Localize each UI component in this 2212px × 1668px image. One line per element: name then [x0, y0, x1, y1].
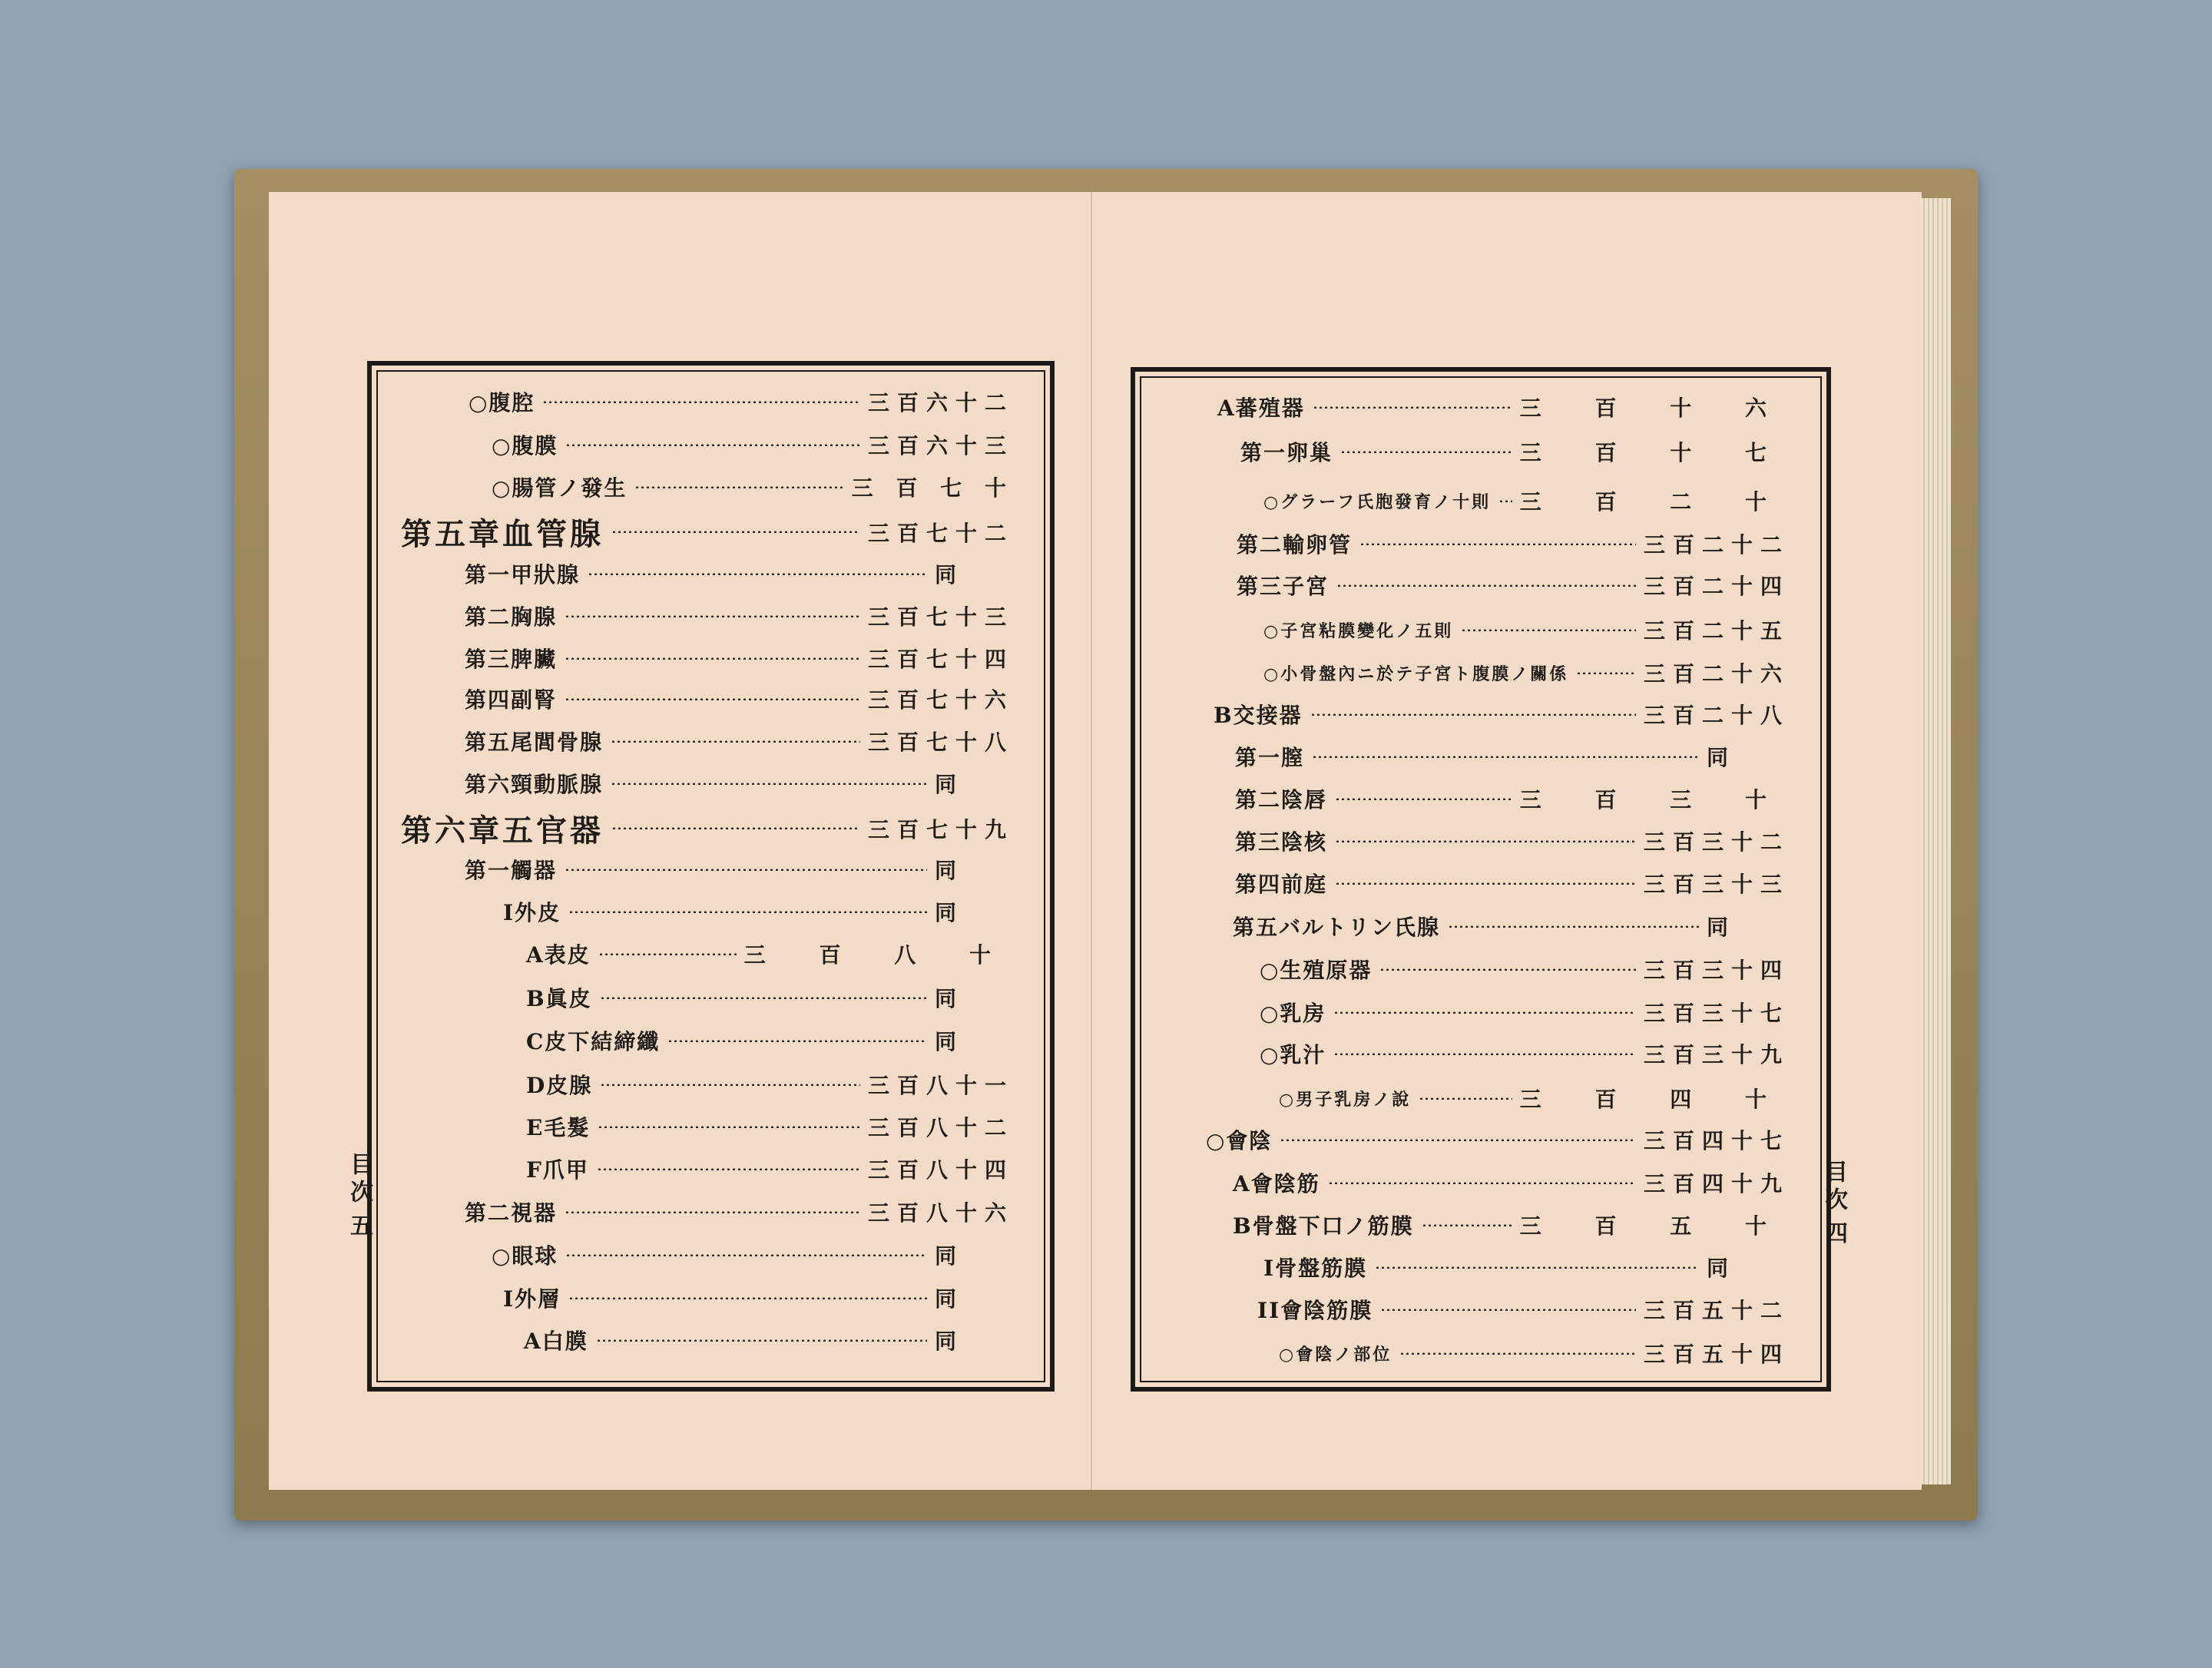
toc-entry: ○グラーフ氏胞發育ノ十則 三 百 二 十: [1263, 489, 1790, 515]
toc-entry: II會陰筋膜 三百五十二: [1257, 1298, 1790, 1323]
toc-entry: A表皮 三 百 八 十: [526, 942, 1014, 968]
toc-entry: ○生殖原器 三百三十四: [1260, 958, 1790, 983]
toc-entry: F爪甲 三百八十四: [526, 1157, 1014, 1183]
toc-entry: 第三脾臟 三百七十四: [465, 647, 1014, 672]
right-page-number: 四: [1820, 1221, 1847, 1249]
toc-entry: 第二視器 三百八十六: [465, 1200, 1014, 1226]
toc-entry: 第三子宮 三百二十四: [1237, 574, 1790, 599]
toc-chapter: 第六章五官器 三百七十九: [401, 812, 1014, 849]
toc-entry: 第六頸動脈腺 同: [465, 772, 964, 797]
toc-entry: I外層 同: [503, 1286, 964, 1312]
toc-entry: 第二陰唇 三 百 三 十: [1235, 787, 1790, 812]
right-running-head: 目次: [1820, 1160, 1847, 1215]
toc-entry: ○腹膜 三百六十三: [492, 433, 1014, 458]
toc-entry: 第一甲狀腺 同: [465, 562, 964, 587]
page-edges: [1920, 198, 1951, 1484]
toc-chapter: 第五章血管腺 三百七十二: [401, 516, 1014, 552]
left-running-head: 目次: [346, 1152, 373, 1207]
toc-entry: A白膜 同: [524, 1329, 964, 1354]
toc-entry: I外皮 同: [503, 900, 964, 925]
toc-entry: 第二輸卵管 三百二十二: [1237, 532, 1790, 558]
toc-entry: 第四副腎 三百七十六: [465, 687, 1014, 713]
toc-entry: 第一觸器 同: [465, 858, 964, 883]
toc-entry: ○腹腔 三百六十二: [469, 390, 1014, 415]
toc-entry: ○小骨盤內ニ於テ子宮ト腹膜ノ關係 三百二十六: [1263, 661, 1790, 687]
toc-entry: ○會陰 三百四十七: [1206, 1128, 1790, 1153]
toc-entry: C皮下結締纖 同: [526, 1029, 964, 1054]
toc-entry: 第五尾閭骨腺 三百七十八: [465, 730, 1014, 755]
toc-entry: B眞皮 同: [526, 986, 964, 1011]
toc-entry: ○乳房 三百三十七: [1260, 1001, 1790, 1026]
toc-entry: I骨盤筋膜 同: [1263, 1256, 1736, 1281]
toc-entry: A蕃殖器 三 百 十 六: [1217, 395, 1790, 421]
toc-entry: B骨盤下口ノ筋膜 三 百 五 十: [1233, 1213, 1790, 1239]
toc-entry: ○眼球 同: [492, 1243, 964, 1269]
left-page-number: 五: [346, 1213, 373, 1241]
toc-entry: 第一膣 同: [1235, 745, 1736, 770]
toc-entry: 第五バルトリン氏腺 同: [1233, 915, 1736, 940]
toc-entry: ○子宮粘膜變化ノ五則 三百二十五: [1263, 618, 1790, 644]
toc-entry: ○會陰ノ部位 三百五十四: [1279, 1342, 1790, 1367]
toc-entry: 第四前庭 三百三十三: [1235, 872, 1790, 897]
toc-entry: D皮腺 三百八十一: [526, 1073, 1014, 1098]
toc-entry: ○乳汁 三百三十九: [1260, 1042, 1790, 1067]
toc-entry: 第三陰核 三百三十二: [1235, 829, 1790, 855]
toc-entry: ○腸管ノ發生 三 百 七 十: [492, 475, 1014, 501]
toc-entry: B交接器 三百二十八: [1214, 703, 1790, 728]
toc-entry: A會陰筋 三百四十九: [1233, 1171, 1790, 1196]
toc-entry: 第二胸腺 三百七十三: [465, 604, 1014, 630]
toc-entry: ○男子乳房ノ說 三 百 四 十: [1279, 1087, 1790, 1112]
toc-entry: E毛髮 三百八十二: [526, 1115, 1014, 1140]
toc-entry: 第一卵巢 三 百 十 七: [1240, 440, 1790, 465]
